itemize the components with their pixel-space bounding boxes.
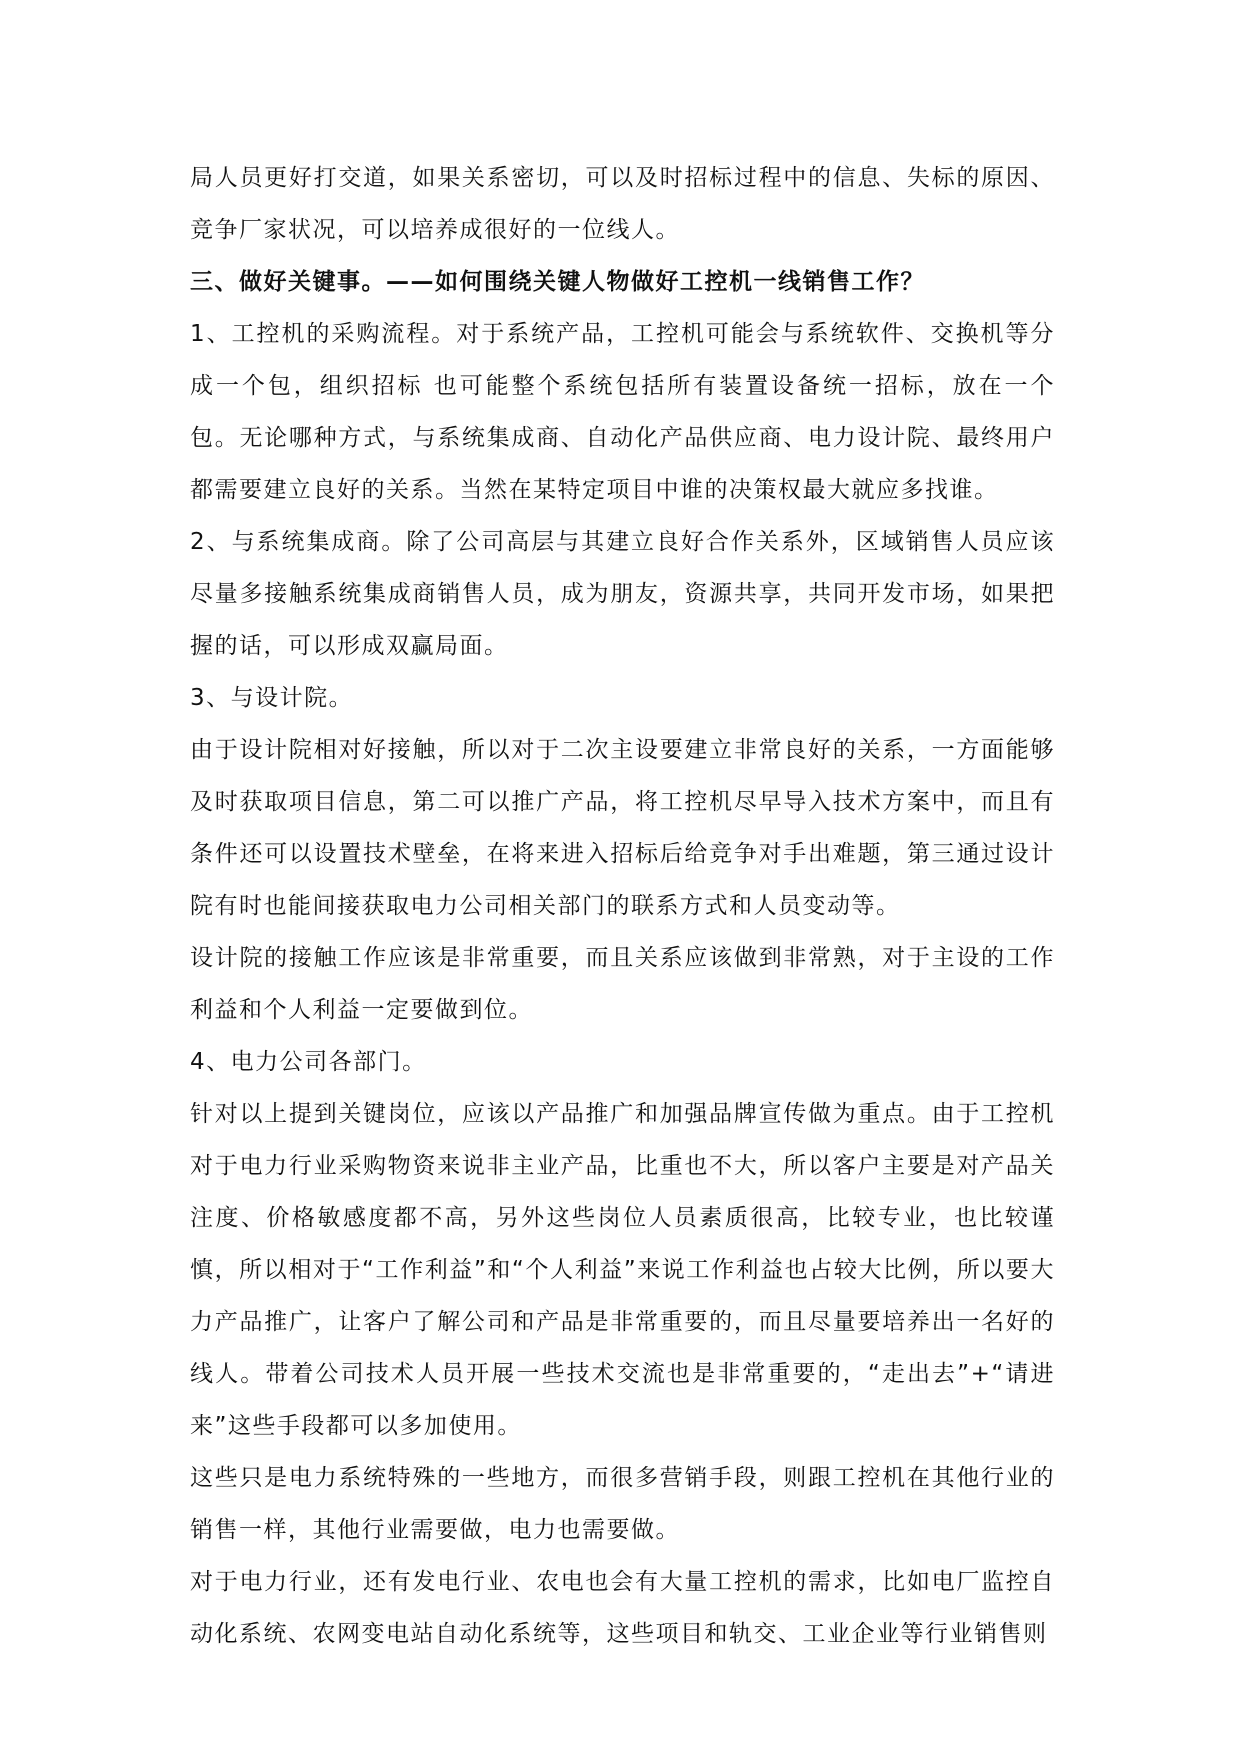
- paragraph-design-institute-title: 3、与设计院。: [190, 685, 354, 711]
- paragraph-system-integrator: 2、与系统集成商。除了公司高层与其建立良好合作关系外，区域销售人员应该尽量多接触系统集成商销售人员，成为朋友，资源共享，共同开发市场，如果把握的话，可以形成双赢局面。: [190, 529, 1055, 659]
- document-body: [190, 152, 1055, 1660]
- paragraph-purchase-process: 1、工控机的采购流程。对于系统产品，工控机可能会与系统软件、交换机等分成一个包，组织招标 也可能整个系统包括所有装置设备统一招标，放在一个包。无论哪种方式，与系统集成商、自动化产品供应商、电力设计院、最终用户都需要建立良好的关系。当然在某特定项目中谁的决策权最大就应多找谁。: [190, 321, 1055, 503]
- paragraph-power-industry: 对于电力行业，还有发电行业、农电也会有大量工控机的需求，比如电厂监控自动化系统、农网变电站自动化系统等，这些项目和轨交、工业企业等行业销售则: [190, 1569, 1055, 1647]
- paragraph-design-institute: 由于设计院相对好接触，所以对于二次主设要建立非常良好的关系，一方面能够及时获取项目信息，第二可以推广产品，将工控机尽早导入技术方案中，而且有条件还可以设置技术壁垒，在将来进入招标后给竞争对手出难题，第三通过设计院有时也能间接获取电力公司相关部门的联系方式和人员变动等。: [190, 737, 1055, 919]
- paragraph-special-points: 这些只是电力系统特殊的一些地方，而很多营销手段，则跟工控机在其他行业的销售一样，其他行业需要做，电力也需要做。: [190, 1465, 1055, 1543]
- paragraph-continuation: 局人员更好打交道，如果关系密切，可以及时招标过程中的信息、失标的原因、竞争厂家状况，可以培养成很好的一位线人。: [190, 165, 1055, 243]
- paragraph-power-company-title: 4、电力公司各部门。: [190, 1049, 427, 1075]
- paragraph-key-positions: 针对以上提到关键岗位，应该以产品推广和加强品牌宣传做为重点。由于工控机对于电力行业采购物资来说非主业产品，比重也不大，所以客户主要是对产品关注度、价格敏感度都不高，另外这些岗位人员素质很高，比较专业，也比较谨慎，所以相对于“工作利益”和“个人利益”来说工作利益也占较大比例，所以要大力产品推广，让客户了解公司和产品是非常重要的，而且尽量要培养出一名好的线人。带着公司技术人员开展一些技术交流也是非常重要的，“走出去”+“请进来”这些手段都可以多加使用。: [190, 1101, 1055, 1439]
- section-heading: 三、做好关键事。——如何围绕关键人物做好工控机一线销售工作？: [190, 269, 925, 295]
- paragraph-design-institute-contact: 设计院的接触工作应该是非常重要，而且关系应该做到非常熟，对于主设的工作利益和个人利益一定要做到位。: [190, 945, 1055, 1023]
